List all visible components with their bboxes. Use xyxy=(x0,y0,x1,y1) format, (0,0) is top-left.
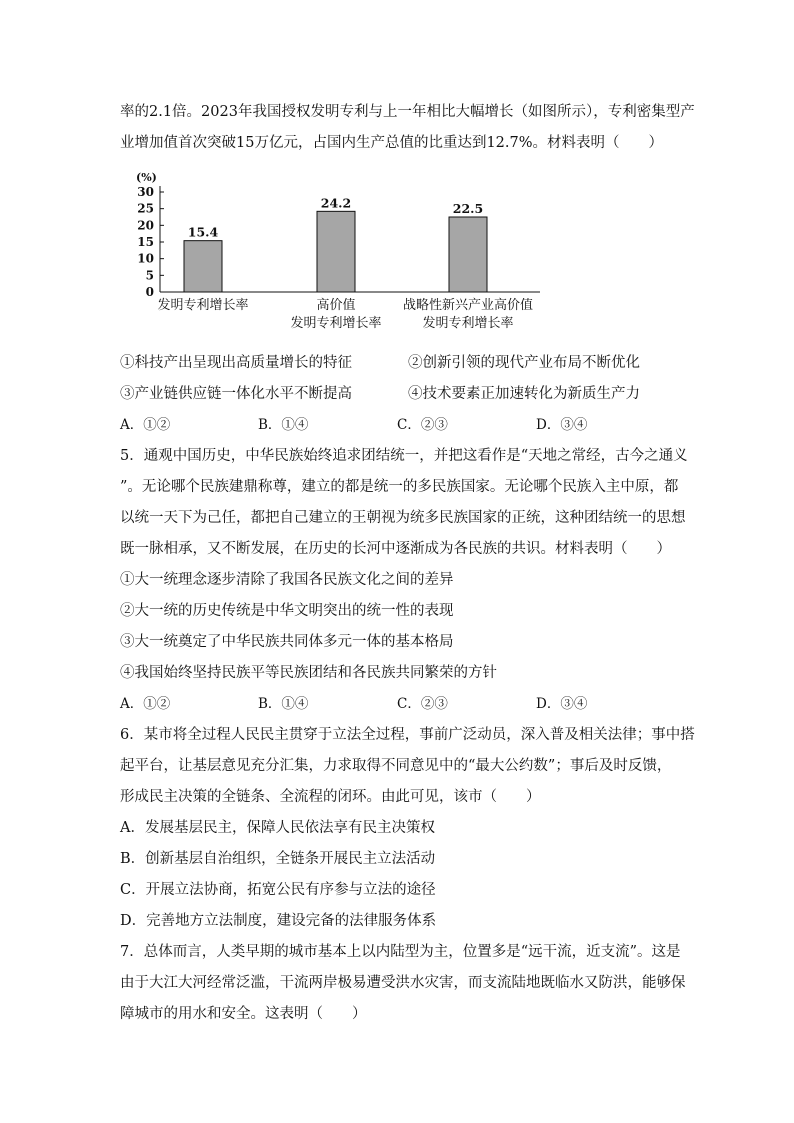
q5-stem-line-4: 既一脉相承，又不断发展，在历史的长河中逐渐成为各民族的共识。材料表明（ ） xyxy=(120,541,671,557)
q6-stem-line-2: 起平台，让基层意见充分汇集，力求取得不同意见中的“最大公约数”；事后及时反馈， xyxy=(120,758,672,774)
q7-stem-line-2: 由于大江大河经常泛滥，干流两岸极易遭受洪水灾害，而支流陆地既临水又防洪，能够保 xyxy=(120,975,686,991)
y-tick-label: 10 xyxy=(137,251,154,266)
q4-choice-c[interactable]: C．②③ xyxy=(397,417,448,433)
bar-value-label: 15.4 xyxy=(187,224,219,240)
x-category-label: 发明专利增长率 xyxy=(157,298,249,313)
bar xyxy=(449,217,487,292)
q4-choice-b[interactable]: B．①④ xyxy=(258,417,309,433)
patent-growth-chart xyxy=(120,168,580,338)
q5-choice-b[interactable]: B．①④ xyxy=(258,696,309,712)
q5-choice-c[interactable]: C．②③ xyxy=(397,696,448,712)
x-category-label: 战略性新兴产业高价值 xyxy=(402,298,534,313)
q4-choice-d[interactable]: D．③④ xyxy=(536,417,588,433)
q6-stem-line-3: 形成民主决策的全链条、全流程的闭环。由此可见，该市（ ） xyxy=(120,789,541,805)
y-tick-label: 20 xyxy=(137,218,154,233)
q7-stem-line-3: 障城市的用水和安全。这表明（ ） xyxy=(120,1006,367,1022)
q4-statement-2: ②创新引领的现代产业布局不断优化 xyxy=(408,355,640,371)
q6-option-c[interactable]: C．开展立法协商，拓宽公民有序参与立法的途径 xyxy=(120,882,436,898)
q5-stem-line-1: 5．通观中国历史，中华民族始终追求团结统一，并把这看作是“天地之常经，古今之通义 xyxy=(120,448,688,464)
bars xyxy=(184,195,487,292)
q5-statement-3: ③大一统奠定了中华民族共同体多元一体的基本格局 xyxy=(120,634,454,650)
y-tick-label: 25 xyxy=(137,201,154,216)
y-tick-label: 5 xyxy=(145,268,154,283)
q5-statement-4: ④我国始终坚持民族平等民族团结和各民族共同繁荣的方针 xyxy=(120,665,497,681)
q4-choice-a[interactable]: A．①② xyxy=(120,417,171,433)
q4-statement-4: ④技术要素正加速转化为新质生产力 xyxy=(408,386,640,402)
y-tick-label: 0 xyxy=(145,285,154,299)
bar-value-label: 22.5 xyxy=(452,201,484,216)
q4-statement-3: ③产业链供应链一体化水平不断提高 xyxy=(120,386,352,402)
x-category-label: 发明专利增长率 xyxy=(290,316,382,331)
q5-statement-1: ①大一统理念逐步清除了我国各民族文化之间的差异 xyxy=(120,572,454,588)
q6-option-b[interactable]: B．创新基层自治组织，全链条开展民主立法活动 xyxy=(120,851,436,867)
q7-stem-line-1: 7．总体而言，人类早期的城市基本上以内陆型为主，位置多是“远干流，近支流”。这是 xyxy=(120,944,681,960)
q4-stem-line-2: 业增加值首次突破15万亿元，占国内生产总值的比重达到12.7%。材料表明（ ） xyxy=(120,135,664,151)
x-category-label: 发明专利增长率 xyxy=(422,316,514,331)
q5-stem-line-3: 以统一天下为己任，都把自己建立的王朝视为统多民族国家的正统，这种团结统一的思想 xyxy=(120,510,686,526)
bar xyxy=(184,241,222,292)
y-tick-label: 15 xyxy=(137,235,154,249)
q5-choice-a[interactable]: A．①② xyxy=(120,696,171,712)
q4-statement-1: ①科技产出呈现出高质量增长的特征 xyxy=(120,355,352,371)
q5-choice-d[interactable]: D．③④ xyxy=(536,696,588,712)
q6-stem-line-1: 6．某市将全过程人民民主贯穿于立法全过程，事前广泛动员，深入普及相关法律；事中搭 xyxy=(120,727,695,743)
x-category-label: 高价值 xyxy=(316,298,356,313)
q4-stem-line-1: 率的2.1倍。2023年我国授权发明专利与上一年相比大幅增长（如图所示），专利密集型产 xyxy=(120,104,695,120)
q5-statement-2: ②大一统的历史传统是中华文明突出的统一性的表现 xyxy=(120,603,454,619)
bar xyxy=(317,211,355,292)
q5-stem-line-2: ”。无论哪个民族建鼎称尊，建立的都是统一的多民族国家。无论哪个民族入主中原，都 xyxy=(120,479,679,495)
q6-option-a[interactable]: A．发展基层民主，保障人民依法享有民主决策权 xyxy=(120,820,435,836)
y-unit-label: (%) xyxy=(136,171,157,184)
x-labels xyxy=(157,297,533,331)
y-tick-label: 30 xyxy=(137,185,154,199)
q6-option-d[interactable]: D．完善地方立法制度，建设完备的法律服务体系 xyxy=(120,913,437,929)
bar-value-label: 24.2 xyxy=(320,195,352,211)
